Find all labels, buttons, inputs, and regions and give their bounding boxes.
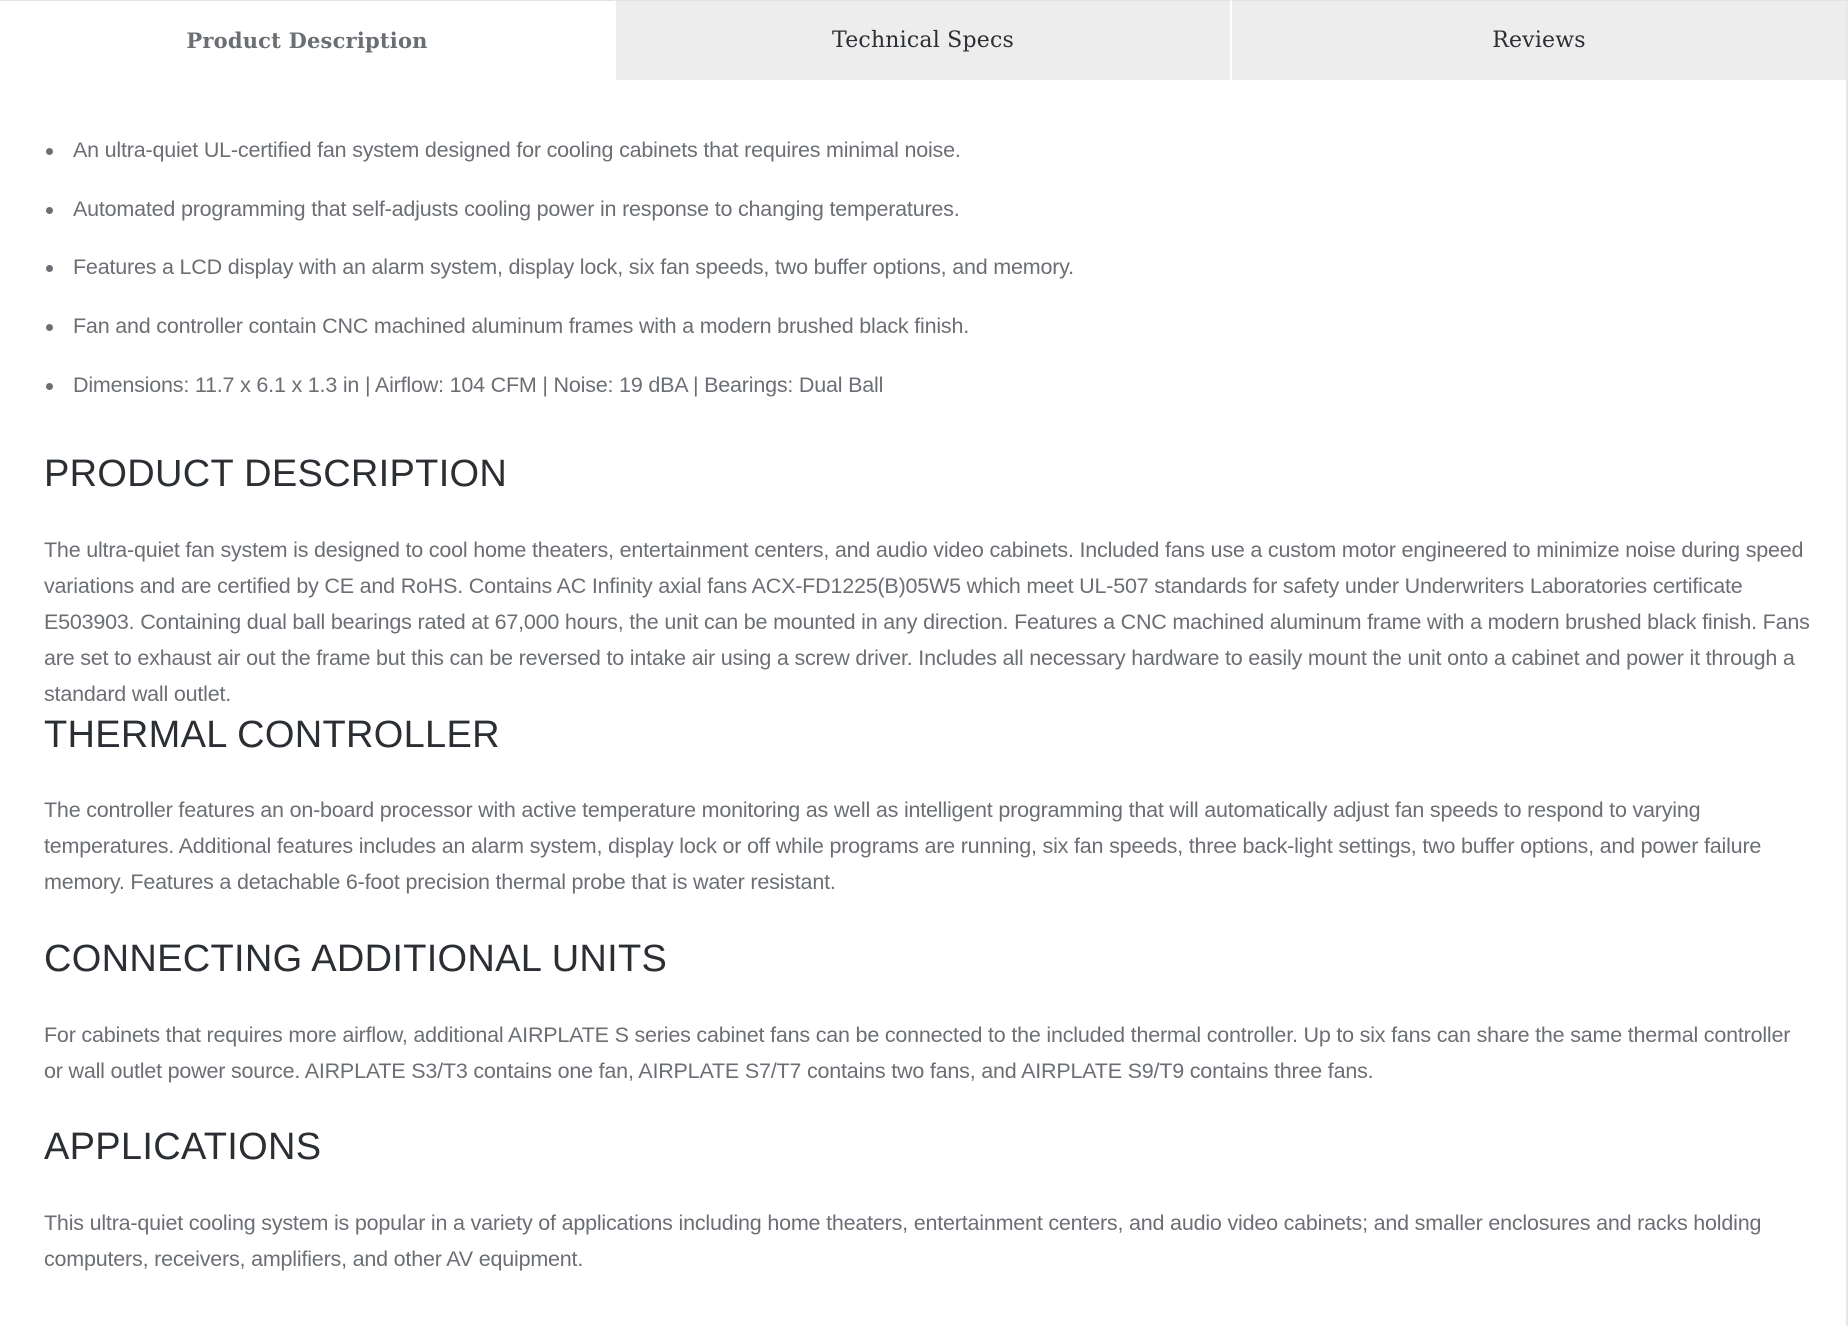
feature-bullet	[44, 136, 1074, 195]
feature-bullet-text: Features a LCD display with an alarm system, display lock, six fan speeds, two buffer options, and memory.	[73, 255, 1074, 280]
feature-bullet-text: Fan and controller contain CNC machined aluminum frames with a modern brushed black finish.	[73, 314, 969, 339]
bullet-dot-icon	[46, 324, 53, 331]
tab-product-description[interactable]: Product Description	[0, 0, 614, 80]
feature-bullet-text: An ultra-quiet UL-certified fan system designed for cooling cabinets that requires minimal noise.	[73, 138, 961, 162]
section-body-connecting-additional-units: For cabinets that requires more airflow, additional AIRPLATE S series cabinet fans can be connected to the included thermal controller. Up to six fans can share the same thermal controller or wall outlet power source. AIRPLATE S3/T3 contains one fan, AIRPLATE S7/T7 contains two fans, and AIRPLATE S9/T9 contains three fans.	[44, 1023, 1791, 1083]
section-title-product-description: PRODUCT DESCRIPTION	[44, 453, 508, 495]
section-body-applications: This ultra-quiet cooling system is popular in a variety of applications including home theaters, entertainment centers, and audio video cabinets; and smaller enclosures and racks holding computers, receivers, amplifiers, and other AV equipment.	[44, 1211, 1762, 1271]
section-title-applications: APPLICATIONS	[44, 1126, 322, 1168]
section-body-thermal-controller: The controller features an on-board processor with active temperature monitoring as well as intelligent programming that will automatically adjust fan speeds to respond to varying temperatures. Additional features includes an alarm system, display lock or off while programs are running, six fan speeds, three back-light settings, two buffer options, and power failure memory. Features a detachable 6-foot precision thermal probe that is water resistant.	[44, 798, 1762, 894]
feature-bullet-text: Dimensions: 11.7 x 6.1 x 1.3 in | Airflow: 104 CFM | Noise: 19 dBA | Bearings: Dual Ball	[73, 372, 884, 397]
feature-bullet	[44, 371, 1074, 430]
bullet-dot-icon	[46, 383, 53, 390]
tab-bar	[0, 0, 1846, 80]
bullet-dot-icon	[46, 148, 53, 155]
bullet-dot-icon	[46, 207, 53, 214]
feature-bullet	[44, 195, 1074, 254]
feature-bullet-text: Automated programming that self-adjusts cooling power in response to changing temperatures.	[73, 196, 960, 221]
feature-bullet	[44, 312, 1074, 371]
section-title-thermal-controller: THERMAL CONTROLLER	[44, 714, 500, 756]
section-body-product-description: The ultra-quiet fan system is designed to cool home theaters, entertainment centers, and audio video cabinets. Included fans use a custom motor engineered to minimize noise during speed variations and are certified by CE and RoHS. Contains AC Infinity axial fans ACX-FD1225(B)05W5 which meet UL-507 standards for safety under Underwriters Laboratories certificate E503903. Containing dual ball bearings rated at 67,000 hours, the unit can be mounted in any direction. Features a CNC machined aluminum frame with a modern brushed black finish. Fans are set to exhaust air out the frame but this can be reversed to intake air using a screw driver. Includes all necessary hardware to easily mount the unit onto a cabinet and power it through a standard wall outlet.	[44, 538, 1810, 706]
tab-technical-specs[interactable]: Technical Specs	[614, 0, 1230, 80]
tab-reviews[interactable]: Reviews	[1230, 0, 1846, 80]
bullet-dot-icon	[46, 265, 53, 272]
feature-bullet-list	[44, 136, 1074, 429]
feature-bullet	[44, 253, 1074, 312]
section-title-connecting-additional-units: CONNECTING ADDITIONAL UNITS	[44, 938, 668, 980]
